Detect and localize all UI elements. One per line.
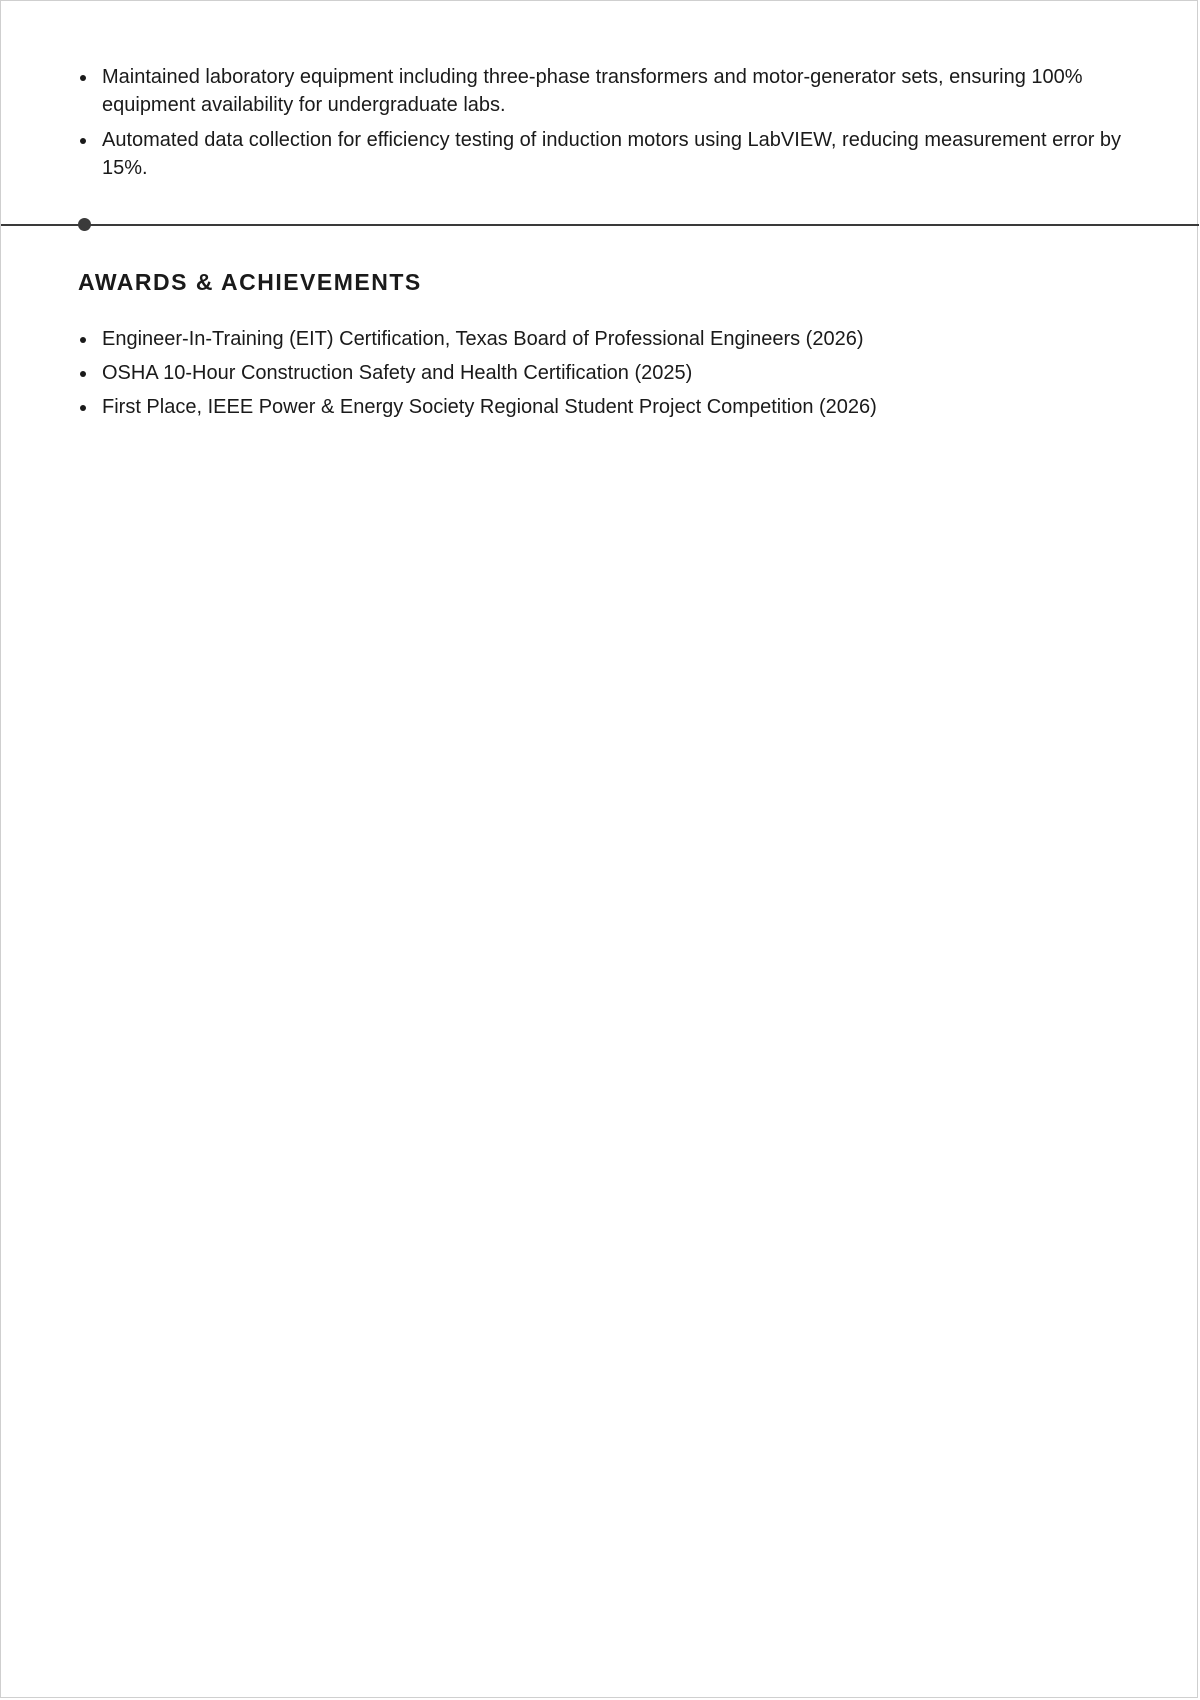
experience-bullet-list <box>78 63 1122 189</box>
awards-list <box>78 325 1122 427</box>
section-divider <box>1 224 1199 226</box>
awards-heading: AWARDS & ACHIEVEMENTS <box>78 269 422 295</box>
experience-bullet: Automated data collection for efficiency testing of induction motors using LabVIEW, reducing measurement error by 15%. <box>78 126 1122 182</box>
award-item: Engineer-In-Training (EIT) Certification, Texas Board of Professional Engineers (2026) <box>78 325 1122 353</box>
award-item: OSHA 10-Hour Construction Safety and Health Certification (2025) <box>78 359 1122 387</box>
experience-bullet: Maintained laboratory equipment including three-phase transformers and motor-generator sets, ensuring 100% equipment availability for undergraduate labs. <box>78 63 1122 119</box>
award-item: First Place, IEEE Power & Energy Society Regional Student Project Competition (2026) <box>78 393 1122 421</box>
divider-dot-icon <box>78 218 91 231</box>
